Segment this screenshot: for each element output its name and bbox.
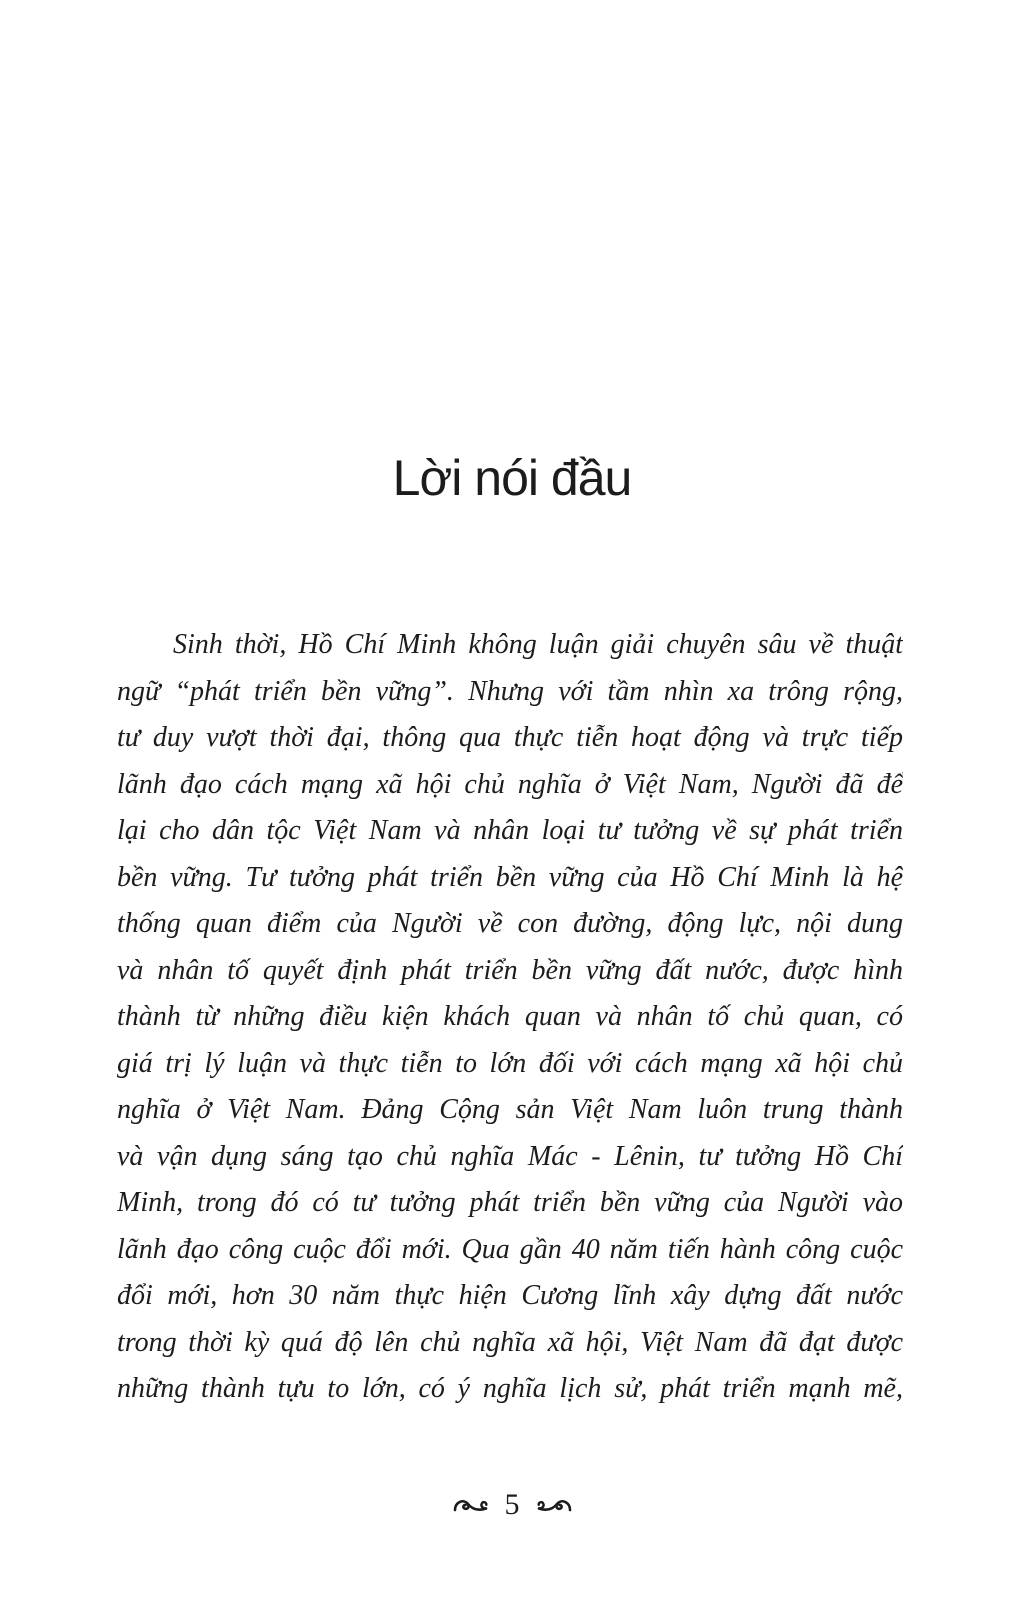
page-footer: [0, 1490, 1024, 1522]
chapter-title: Lời nói đầu: [392, 450, 632, 506]
paragraph-line: ngữ “phát triển bền vững”. Nhưng với tầm nhìn xa trông rộng,: [117, 675, 903, 707]
fleuron-right-icon: [536, 1497, 572, 1515]
paragraph-line: đổi mới, hơn 30 năm thực hiện Cương lĩnh xây dựng đất nước: [117, 1280, 903, 1311]
paragraph-line: lãnh đạo cách mạng xã hội chủ nghĩa ở Việt Nam, Người đã để: [117, 768, 903, 800]
paragraph-line: giá trị lý luận và thực tiễn to lớn đối với cách mạng xã hội chủ: [117, 1047, 903, 1079]
paragraph-line: lãnh đạo công cuộc đổi mới. Qua gần 40 năm tiến hành công cuộc: [117, 1233, 903, 1265]
paragraph-line: Sinh thời, Hồ Chí Minh không luận giải chuyên sâu về thuật: [173, 629, 903, 660]
paragraph-line: nghĩa ở Việt Nam. Đảng Cộng sản Việt Nam luôn trung thành: [117, 1094, 903, 1125]
paragraph-line: thành từ những điều kiện khách quan và nhân tố chủ quan, có: [117, 1001, 903, 1032]
fleuron-left-icon: [453, 1497, 489, 1515]
body-paragraph: [117, 622, 903, 1413]
paragraph-line: trong thời kỳ quá độ lên chủ nghĩa xã hội, Việt Nam đã đạt được: [117, 1326, 903, 1358]
paragraph-line: Minh, trong đó có tư tưởng phát triển bền vững của Người vào: [117, 1187, 903, 1218]
page-number: 5: [504, 1488, 520, 1521]
paragraph-line: và vận dụng sáng tạo chủ nghĩa Mác - Lênin, tư tưởng Hồ Chí: [117, 1140, 903, 1172]
paragraph-line: những thành tựu to lớn, có ý nghĩa lịch sử, phát triển mạnh mẽ,: [117, 1373, 903, 1404]
paragraph-line: lại cho dân tộc Việt Nam và nhân loại tư tưởng về sự phát triển: [117, 815, 903, 846]
paragraph-line: và nhân tố quyết định phát triển bền vững đất nước, được hình: [117, 954, 903, 986]
paragraph-line: bền vững. Tư tưởng phát triển bền vững của Hồ Chí Minh là hệ: [117, 861, 903, 893]
paragraph-line: thống quan điểm của Người về con đường, động lực, nội dung: [117, 908, 903, 939]
paragraph-line: tư duy vượt thời đại, thông qua thực tiễn hoạt động và trực tiếp: [117, 722, 903, 753]
